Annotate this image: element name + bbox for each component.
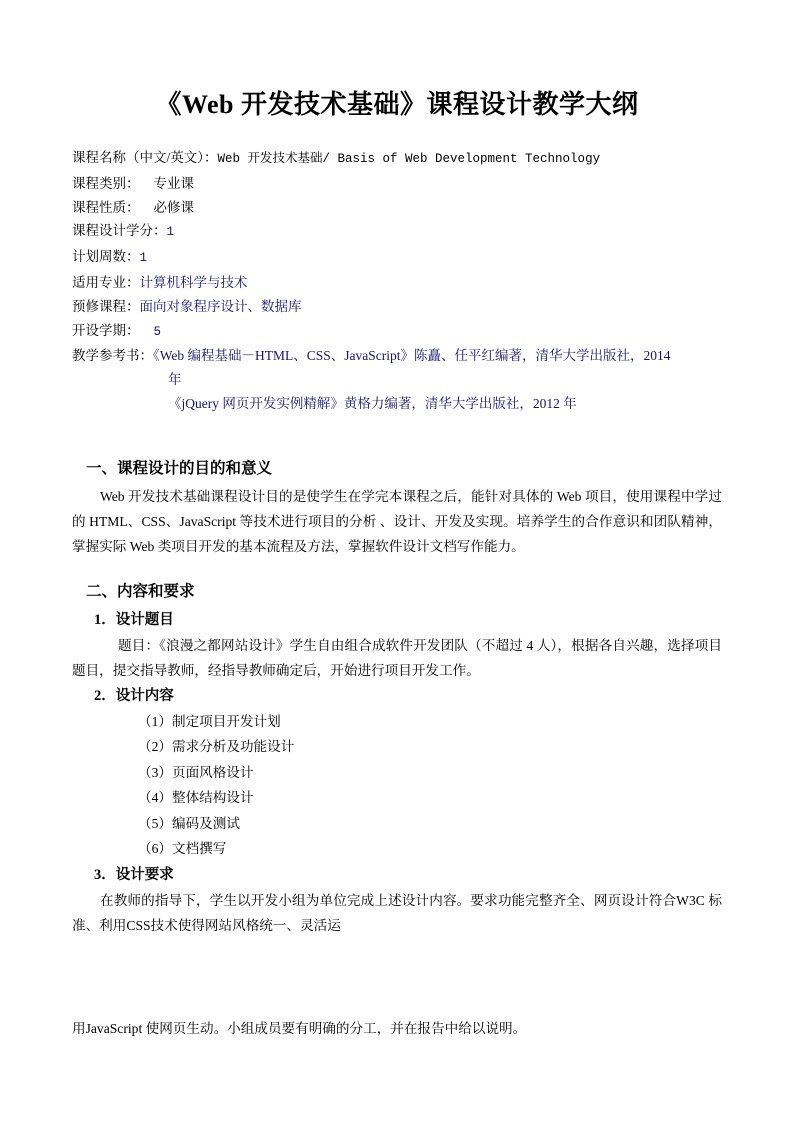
course-name-value: Web 开发技术基础/ Basis of Web Development Technology: [217, 152, 601, 166]
textbook-entry-1-continuation: 年: [168, 372, 182, 388]
prerequisite-label: 预修课程：: [72, 298, 140, 314]
section-purpose-paragraph: Web 开发技术基础课程设计目的是使学生在学完本课程之后，能针对具体的 Web 项目，使用课程中学过的 HTML、CSS、JavaScript 等技术进行项目的分析 、设计、开发及实现。培养学生的合作意识和团队精神，掌握实际 Web 类项目开发的基本流程及方法，掌握软件设计文档写作能力。: [72, 488, 722, 554]
applicable-major-label: 适用专业：: [72, 274, 140, 290]
semester-label: 开设学期：: [72, 322, 140, 338]
planned-weeks-label: 计划周数：: [72, 249, 140, 265]
meta-row-nature: [72, 196, 722, 220]
list-item: （2）需求分析及功能设计: [138, 739, 295, 755]
applicable-major-value: 计算机科学与技术: [139, 274, 248, 290]
meta-row-prerequisite: [72, 295, 722, 319]
meta-row-textbooks: [72, 344, 722, 368]
list-item: （4）整体结构设计: [138, 790, 254, 806]
subsection-heading-design-content: 2．设计内容: [94, 687, 174, 704]
meta-row-major: [72, 271, 722, 295]
prerequisite-value: 面向对象程序设计、数据库: [139, 298, 302, 314]
course-credits-value: 1: [166, 225, 175, 240]
section-heading-content-requirements: 二、内容和要求: [86, 582, 195, 600]
textbook-label: 教学参考书：: [72, 348, 153, 364]
design-content-list: [72, 709, 722, 862]
course-name-label: 课程名称（中文/英文）：: [72, 150, 218, 165]
textbook-entry-1: 《Web 编程基础－HTML、CSS、JavaScript》陈矗、任平红编著，清华大学出版社，2014: [153, 348, 671, 364]
design-requirements-continuation-paragraph: 用JavaScript 使网页生动。小组成员要有明确的分工，并在报告中给以说明。: [72, 1020, 527, 1036]
document-content: [72, 0, 722, 1041]
course-metadata: [72, 146, 722, 416]
subsection-design-topic-paragraph: 题目：《浪漫之都网站设计》学生自由组合成软件开发团队（不超过 4 人），根据各自兴趣，选择项目题目，提交指导教师，经指导教师确定后，开始进行项目开发工作。: [72, 637, 722, 678]
course-category-value: 专业课: [153, 175, 194, 191]
subsection-design-requirements-paragraph: 在教师的指导下，学生以开发小组为单位完成上述设计内容。要求功能完整齐全、网页设计符合W3C 标准、利用CSS技术使得网站风格统一、灵活运: [72, 892, 722, 933]
meta-row-weeks: [72, 245, 722, 271]
course-credits-label: 课程设计学分：: [72, 223, 167, 239]
meta-row-credits: [72, 219, 722, 245]
subsection-heading-design-requirements: 3．设计要求: [94, 866, 174, 883]
section-heading-purpose: 一、课程设计的目的和意义: [86, 459, 273, 477]
course-category-label: 课程类别：: [72, 175, 140, 191]
list-item: （5）编码及测试: [138, 815, 240, 831]
planned-weeks-value: 1: [139, 251, 148, 266]
meta-row-course-name: [72, 146, 722, 172]
subsection-heading-design-topic: 1．设计题目: [94, 611, 174, 628]
list-item: （3）页面风格设计: [138, 764, 254, 780]
course-nature-value: 必修课: [153, 199, 194, 215]
meta-row-semester: [72, 319, 722, 345]
textbook-entry-2: 《jQuery 网页开发实例精解》黄格力编著，清华大学出版社，2012 年: [168, 395, 577, 411]
meta-row-category: [72, 172, 722, 196]
semester-value: 5: [153, 324, 162, 339]
list-item: （1）制定项目开发计划: [138, 713, 281, 729]
list-item: （6）文档撰写: [138, 841, 227, 857]
page-title: 《Web 开发技术基础》课程设计教学大纲: [155, 90, 639, 119]
course-nature-label: 课程性质：: [72, 199, 140, 215]
